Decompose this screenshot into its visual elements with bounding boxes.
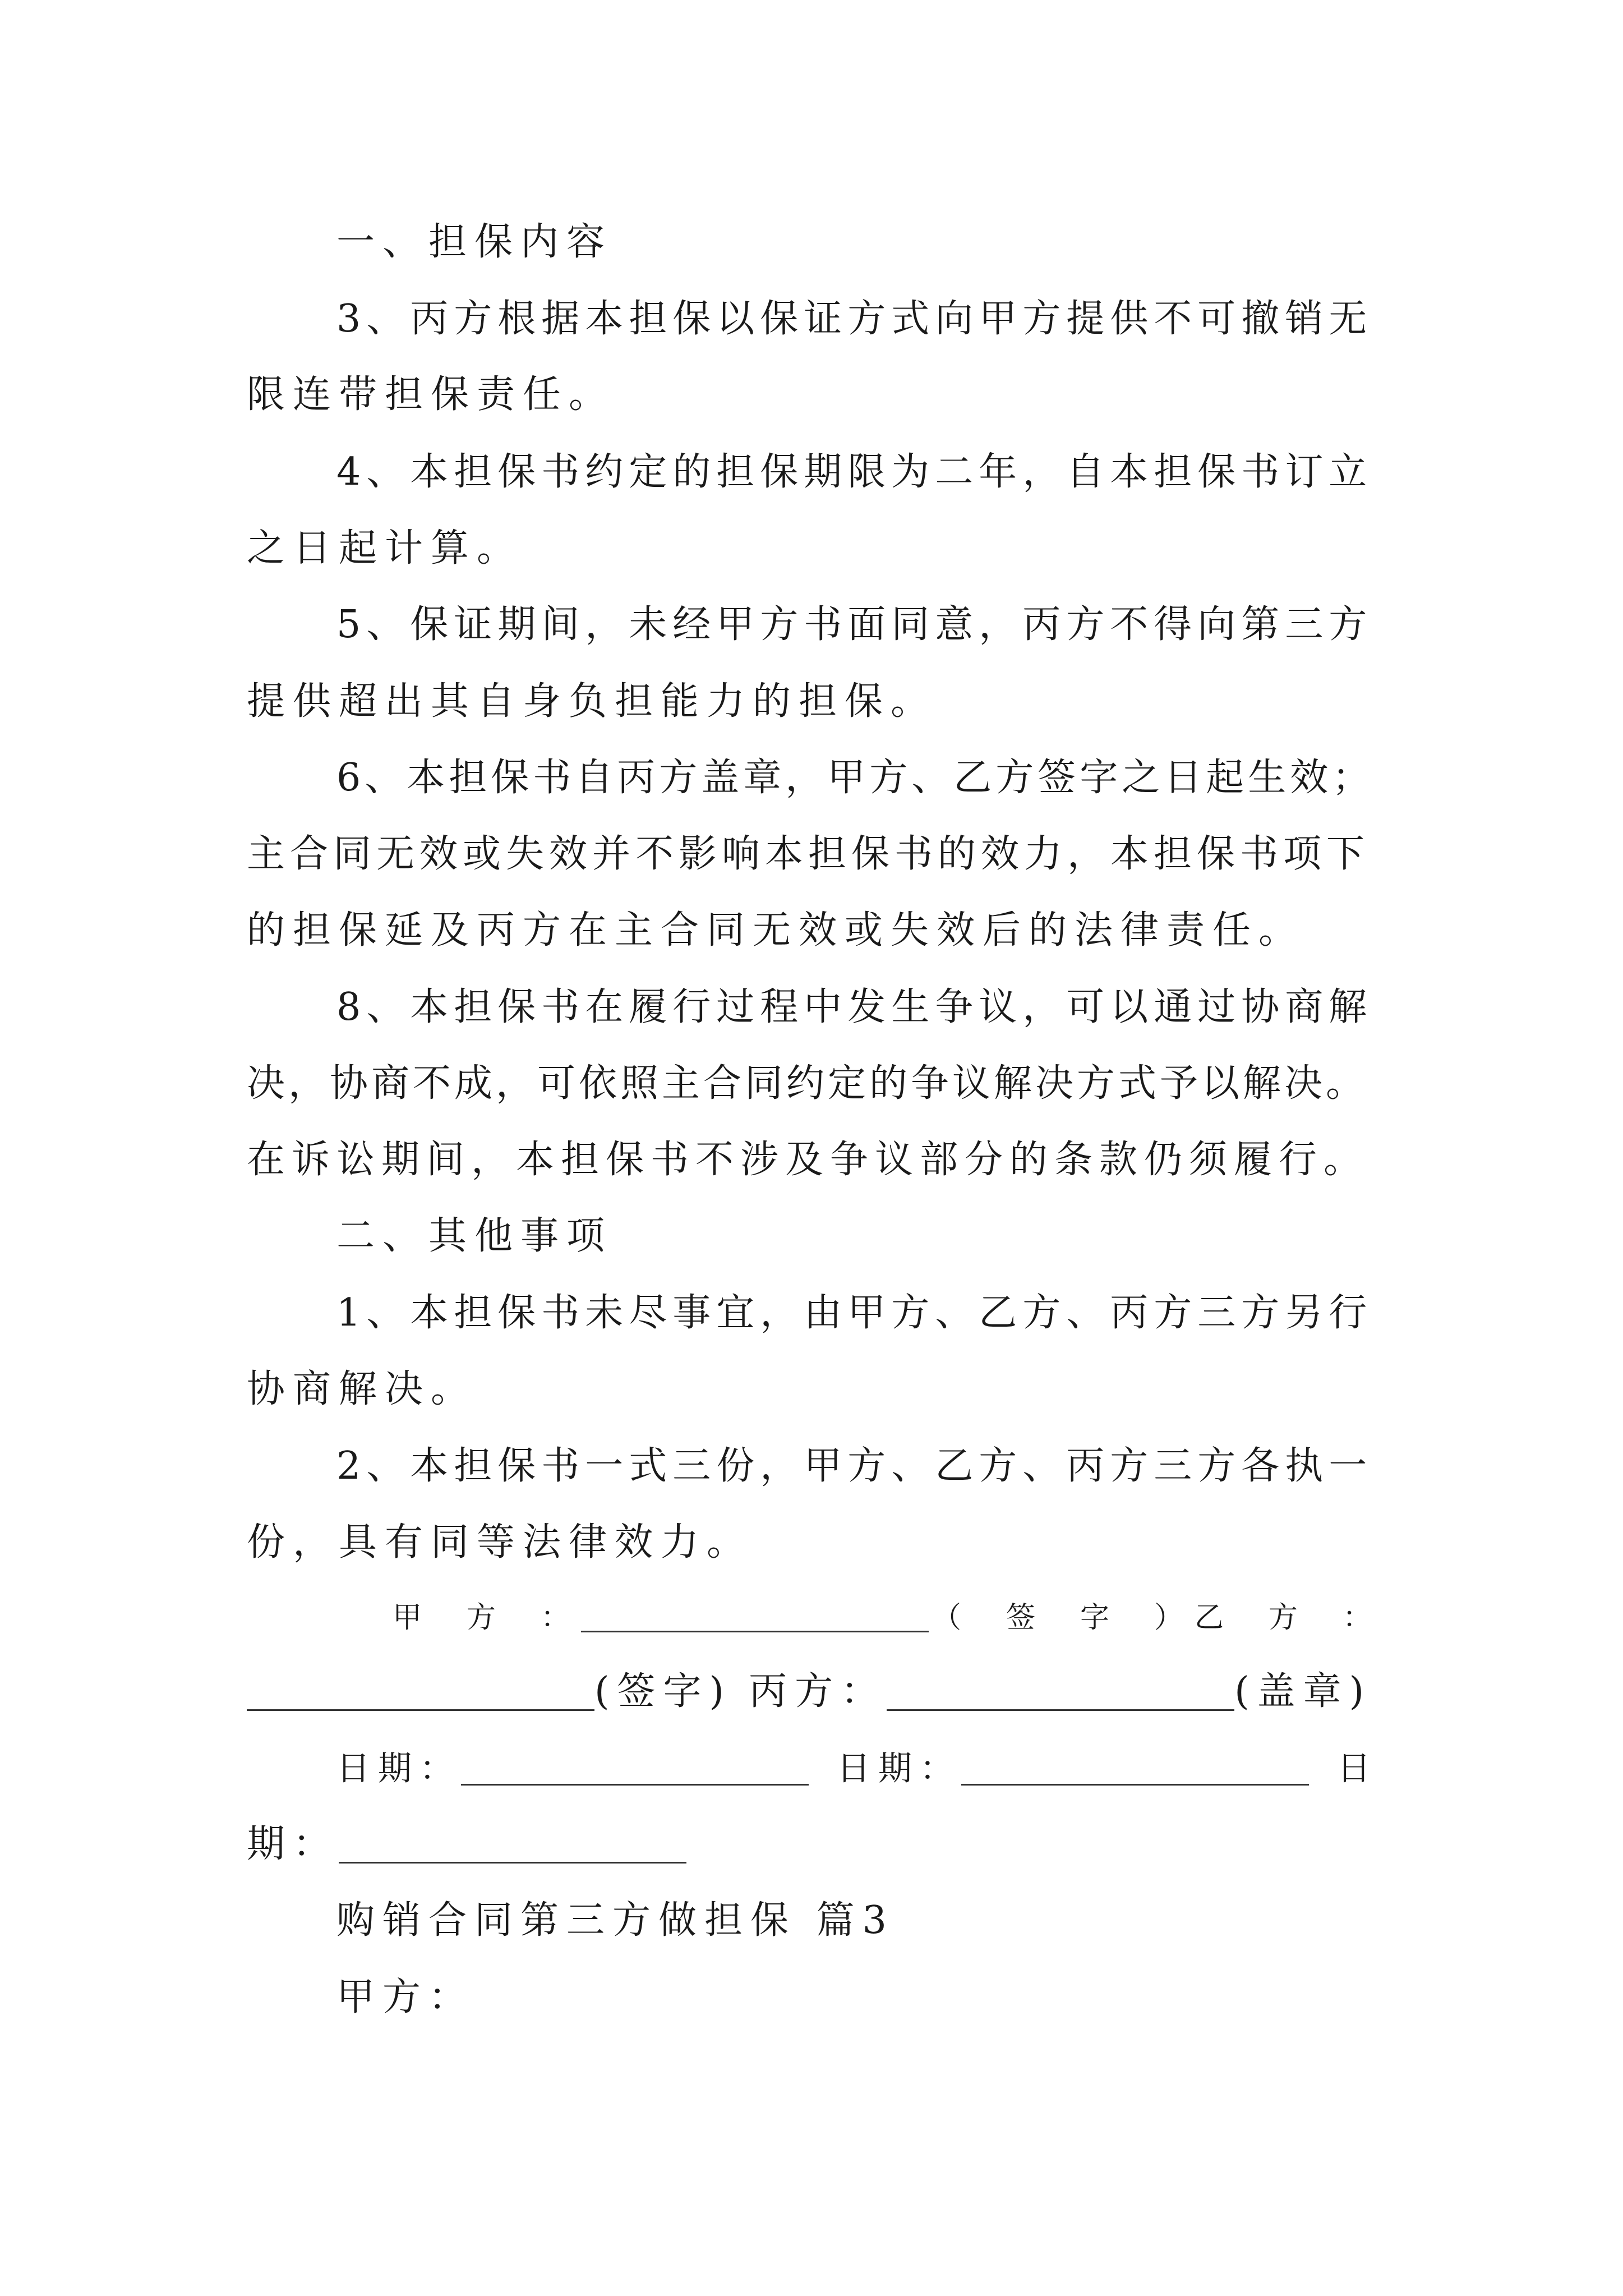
party-a-label: 甲 方 ：	[393, 1601, 578, 1635]
clause-8-line-1: 8、本担保书在履行过程中发生争议，可以通过协商解	[336, 985, 1373, 1029]
next-section-party-a: 甲方：	[336, 1975, 475, 2019]
date-label-3-end: 期：	[247, 1822, 339, 1866]
signature-row-1	[393, 1596, 1380, 1635]
party-b-signature-blank	[247, 1674, 594, 1711]
other-clause-1-line-2: 协商解决。	[247, 1367, 477, 1411]
party-b-sign-note: (签字)	[594, 1669, 732, 1714]
clause-4-line-1: 4、本担保书约定的担保期限为二年，自本担保书订立	[336, 450, 1373, 494]
next-section-title: 购销合同第三方做担保 篇3	[336, 1898, 895, 1943]
clause-3-line-1: 3、丙方根据本担保以保证方式向甲方提供不可撤销无	[336, 297, 1373, 341]
clause-4-line-2: 之日起计算。	[247, 526, 523, 570]
clause-5-line-1: 5、保证期间，未经甲方书面同意，丙方不得向第三方	[336, 602, 1373, 647]
party-a-sign-note: （ 签 字 ）	[932, 1601, 1191, 1635]
date-blank-2	[961, 1749, 1309, 1786]
date-label-2: 日期：	[837, 1749, 961, 1788]
party-c-seal-blank	[887, 1674, 1234, 1711]
signature-row-2	[247, 1669, 1380, 1714]
date-blank-3	[339, 1827, 686, 1864]
party-c-label: 丙方：	[749, 1669, 887, 1714]
clause-8-line-2: 决，协商不成，可依照主合同约定的争议解决方式予以解决。	[247, 1061, 1368, 1106]
section-heading-guarantee-content: 一、担保内容	[336, 220, 613, 264]
clause-8-line-3: 在诉讼期间，本担保书不涉及争议部分的条款仍须履行。	[247, 1138, 1369, 1182]
date-label-3-start: 日	[1337, 1749, 1378, 1788]
clause-6-line-3: 的担保延及丙方在主合同无效或失效后的法律责任。	[247, 908, 1305, 953]
date-row	[336, 1749, 1380, 1786]
other-clause-1-line-1: 1、本担保书未尽事宜，由甲方、乙方、丙方三方另行	[336, 1291, 1373, 1335]
party-b-label: 乙 方 ：	[1194, 1601, 1380, 1635]
date-row-continued	[247, 1822, 1380, 1866]
clause-6-line-2: 主合同无效或失效并不影响本担保书的效力，本担保书项下	[247, 832, 1370, 876]
party-c-seal-note: (盖章)	[1234, 1669, 1372, 1714]
clause-3-line-2: 限连带担保责任。	[247, 372, 615, 417]
date-blank-1	[461, 1749, 809, 1786]
section-heading-other-matters: 二、其他事项	[336, 1214, 613, 1258]
other-clause-2-line-2: 份，具有同等法律效力。	[247, 1520, 753, 1565]
clause-6-line-1: 6、本担保书自丙方盖章，甲方、乙方签字之日起生效；	[336, 756, 1375, 800]
date-label-1: 日期：	[336, 1749, 461, 1788]
party-a-signature-blank	[581, 1596, 929, 1632]
clause-5-line-2: 提供超出其自身负担能力的担保。	[247, 679, 937, 724]
other-clause-2-line-1: 2、本担保书一式三份，甲方、乙方、丙方三方各执一	[336, 1444, 1373, 1488]
